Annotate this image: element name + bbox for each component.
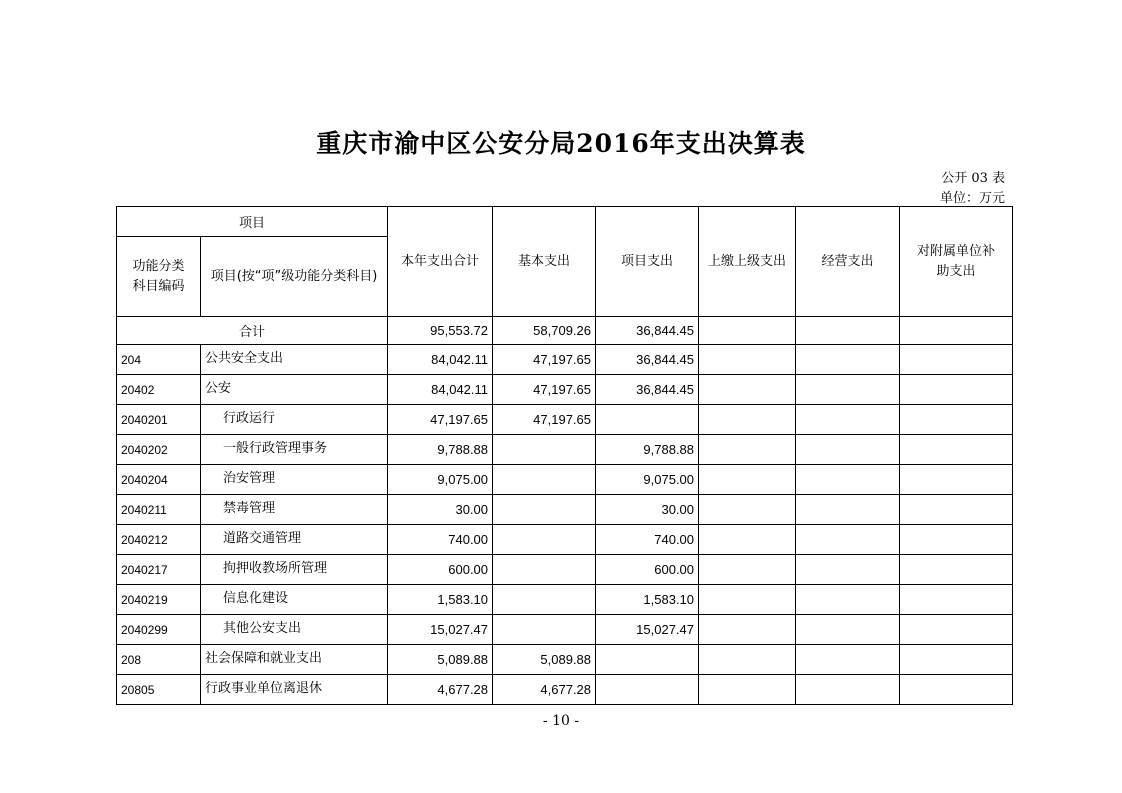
total-cell: 15,027.47	[388, 615, 493, 645]
code-cell: 2040202	[117, 435, 201, 465]
header-business: 经营支出	[796, 207, 900, 317]
upper-cell	[699, 495, 796, 525]
basic-cell: 47,197.65	[493, 405, 596, 435]
basic-cell	[493, 615, 596, 645]
basic-cell	[493, 465, 596, 495]
total-cell: 600.00	[388, 555, 493, 585]
upper-cell	[699, 465, 796, 495]
page-title: 重庆市渝中区公安分局2016年支出决算表	[316, 129, 806, 158]
total-row	[117, 317, 1013, 345]
code-cell: 2040299	[117, 615, 201, 645]
basic-cell	[493, 525, 596, 555]
business-cell	[796, 555, 900, 585]
total-label: 合计	[117, 317, 388, 345]
project-cell: 1,583.10	[596, 585, 699, 615]
total-cell: 47,197.65	[388, 405, 493, 435]
project-cell: 36,844.45	[596, 317, 699, 345]
total-cell: 740.00	[388, 525, 493, 555]
business-cell	[796, 375, 900, 405]
total-cell: 30.00	[388, 495, 493, 525]
total-cell: 84,042.11	[388, 375, 493, 405]
page-number: - 10 -	[542, 713, 580, 729]
unit-label: 单位：万元	[939, 191, 1005, 206]
business-cell	[796, 345, 900, 375]
upper-cell	[699, 525, 796, 555]
name-cell: 其他公安支出	[201, 615, 388, 645]
project-cell	[596, 675, 699, 705]
name-cell: 行政运行	[201, 405, 388, 435]
business-cell	[796, 465, 900, 495]
upper-cell	[699, 555, 796, 585]
code-cell: 20805	[117, 675, 201, 705]
basic-cell: 47,197.65	[493, 345, 596, 375]
subsidy-cell	[900, 317, 1013, 345]
table-row	[117, 495, 1013, 525]
upper-cell	[699, 405, 796, 435]
upper-cell	[699, 615, 796, 645]
total-cell: 95,553.72	[388, 317, 493, 345]
upper-cell	[699, 645, 796, 675]
table-row	[117, 585, 1013, 615]
basic-cell: 47,197.65	[493, 375, 596, 405]
name-cell: 社会保障和就业支出	[201, 645, 388, 675]
upper-cell	[699, 585, 796, 615]
total-cell: 9,788.88	[388, 435, 493, 465]
business-cell	[796, 585, 900, 615]
code-cell: 2040219	[117, 585, 201, 615]
code-cell: 204	[117, 345, 201, 375]
subsidy-cell	[900, 465, 1013, 495]
table-row	[117, 555, 1013, 585]
subsidy-cell	[900, 375, 1013, 405]
project-cell	[596, 405, 699, 435]
project-cell: 9,075.00	[596, 465, 699, 495]
upper-cell	[699, 675, 796, 705]
subsidy-cell	[900, 345, 1013, 375]
total-cell: 5,089.88	[388, 645, 493, 675]
total-cell: 84,042.11	[388, 345, 493, 375]
table-row	[117, 405, 1013, 435]
business-cell	[796, 435, 900, 465]
document-number: 公开 03 表	[941, 171, 1005, 186]
name-cell: 信息化建设	[201, 585, 388, 615]
code-cell: 208	[117, 645, 201, 675]
code-cell: 2040212	[117, 525, 201, 555]
subsidy-cell	[900, 405, 1013, 435]
name-cell: 道路交通管理	[201, 525, 388, 555]
header-project: 项目	[117, 207, 388, 237]
code-cell: 20402	[117, 375, 201, 405]
table-row	[117, 675, 1013, 705]
name-cell: 公安	[201, 375, 388, 405]
subsidy-cell	[900, 615, 1013, 645]
name-cell: 一般行政管理事务	[201, 435, 388, 465]
basic-cell: 5,089.88	[493, 645, 596, 675]
table-row	[117, 615, 1013, 645]
basic-cell	[493, 585, 596, 615]
total-cell: 1,583.10	[388, 585, 493, 615]
code-cell: 2040201	[117, 405, 201, 435]
business-cell	[796, 675, 900, 705]
business-cell	[796, 615, 900, 645]
name-cell: 禁毒管理	[201, 495, 388, 525]
expenditure-table	[116, 206, 1013, 705]
header-basic: 基本支出	[493, 207, 596, 317]
upper-cell	[699, 435, 796, 465]
project-cell: 30.00	[596, 495, 699, 525]
business-cell	[796, 495, 900, 525]
header-project-expenditure: 项目支出	[596, 207, 699, 317]
business-cell	[796, 405, 900, 435]
table-row	[117, 645, 1013, 675]
subsidy-cell	[900, 645, 1013, 675]
project-cell: 36,844.45	[596, 345, 699, 375]
name-cell: 拘押收教场所管理	[201, 555, 388, 585]
code-cell: 2040204	[117, 465, 201, 495]
project-cell: 600.00	[596, 555, 699, 585]
project-cell: 36,844.45	[596, 375, 699, 405]
table-row	[117, 345, 1013, 375]
project-cell: 740.00	[596, 525, 699, 555]
business-cell	[796, 645, 900, 675]
code-cell: 2040217	[117, 555, 201, 585]
total-cell: 4,677.28	[388, 675, 493, 705]
table-row	[117, 375, 1013, 405]
header-total: 本年支出合计	[388, 207, 493, 317]
upper-cell	[699, 317, 796, 345]
header-upper-payment: 上缴上级支出	[699, 207, 796, 317]
basic-cell	[493, 555, 596, 585]
header-subsidy: 对附属单位补助支出	[900, 207, 1013, 317]
table-row	[117, 435, 1013, 465]
table-row	[117, 465, 1013, 495]
total-cell: 9,075.00	[388, 465, 493, 495]
subsidy-cell	[900, 585, 1013, 615]
header-function-code: 功能分类科目编码	[117, 237, 201, 317]
name-cell: 行政事业单位离退休	[201, 675, 388, 705]
project-cell: 9,788.88	[596, 435, 699, 465]
upper-cell	[699, 375, 796, 405]
subsidy-cell	[900, 525, 1013, 555]
name-cell: 治安管理	[201, 465, 388, 495]
basic-cell	[493, 495, 596, 525]
project-cell	[596, 645, 699, 675]
subsidy-cell	[900, 435, 1013, 465]
subsidy-cell	[900, 495, 1013, 525]
name-cell: 公共安全支出	[201, 345, 388, 375]
basic-cell	[493, 435, 596, 465]
subsidy-cell	[900, 555, 1013, 585]
code-cell: 2040211	[117, 495, 201, 525]
upper-cell	[699, 345, 796, 375]
business-cell	[796, 525, 900, 555]
table-row	[117, 525, 1013, 555]
project-cell: 15,027.47	[596, 615, 699, 645]
basic-cell: 4,677.28	[493, 675, 596, 705]
subsidy-cell	[900, 675, 1013, 705]
business-cell	[796, 317, 900, 345]
header-project-name: 项目(按“项”级功能分类科目)	[201, 237, 388, 317]
basic-cell: 58,709.26	[493, 317, 596, 345]
